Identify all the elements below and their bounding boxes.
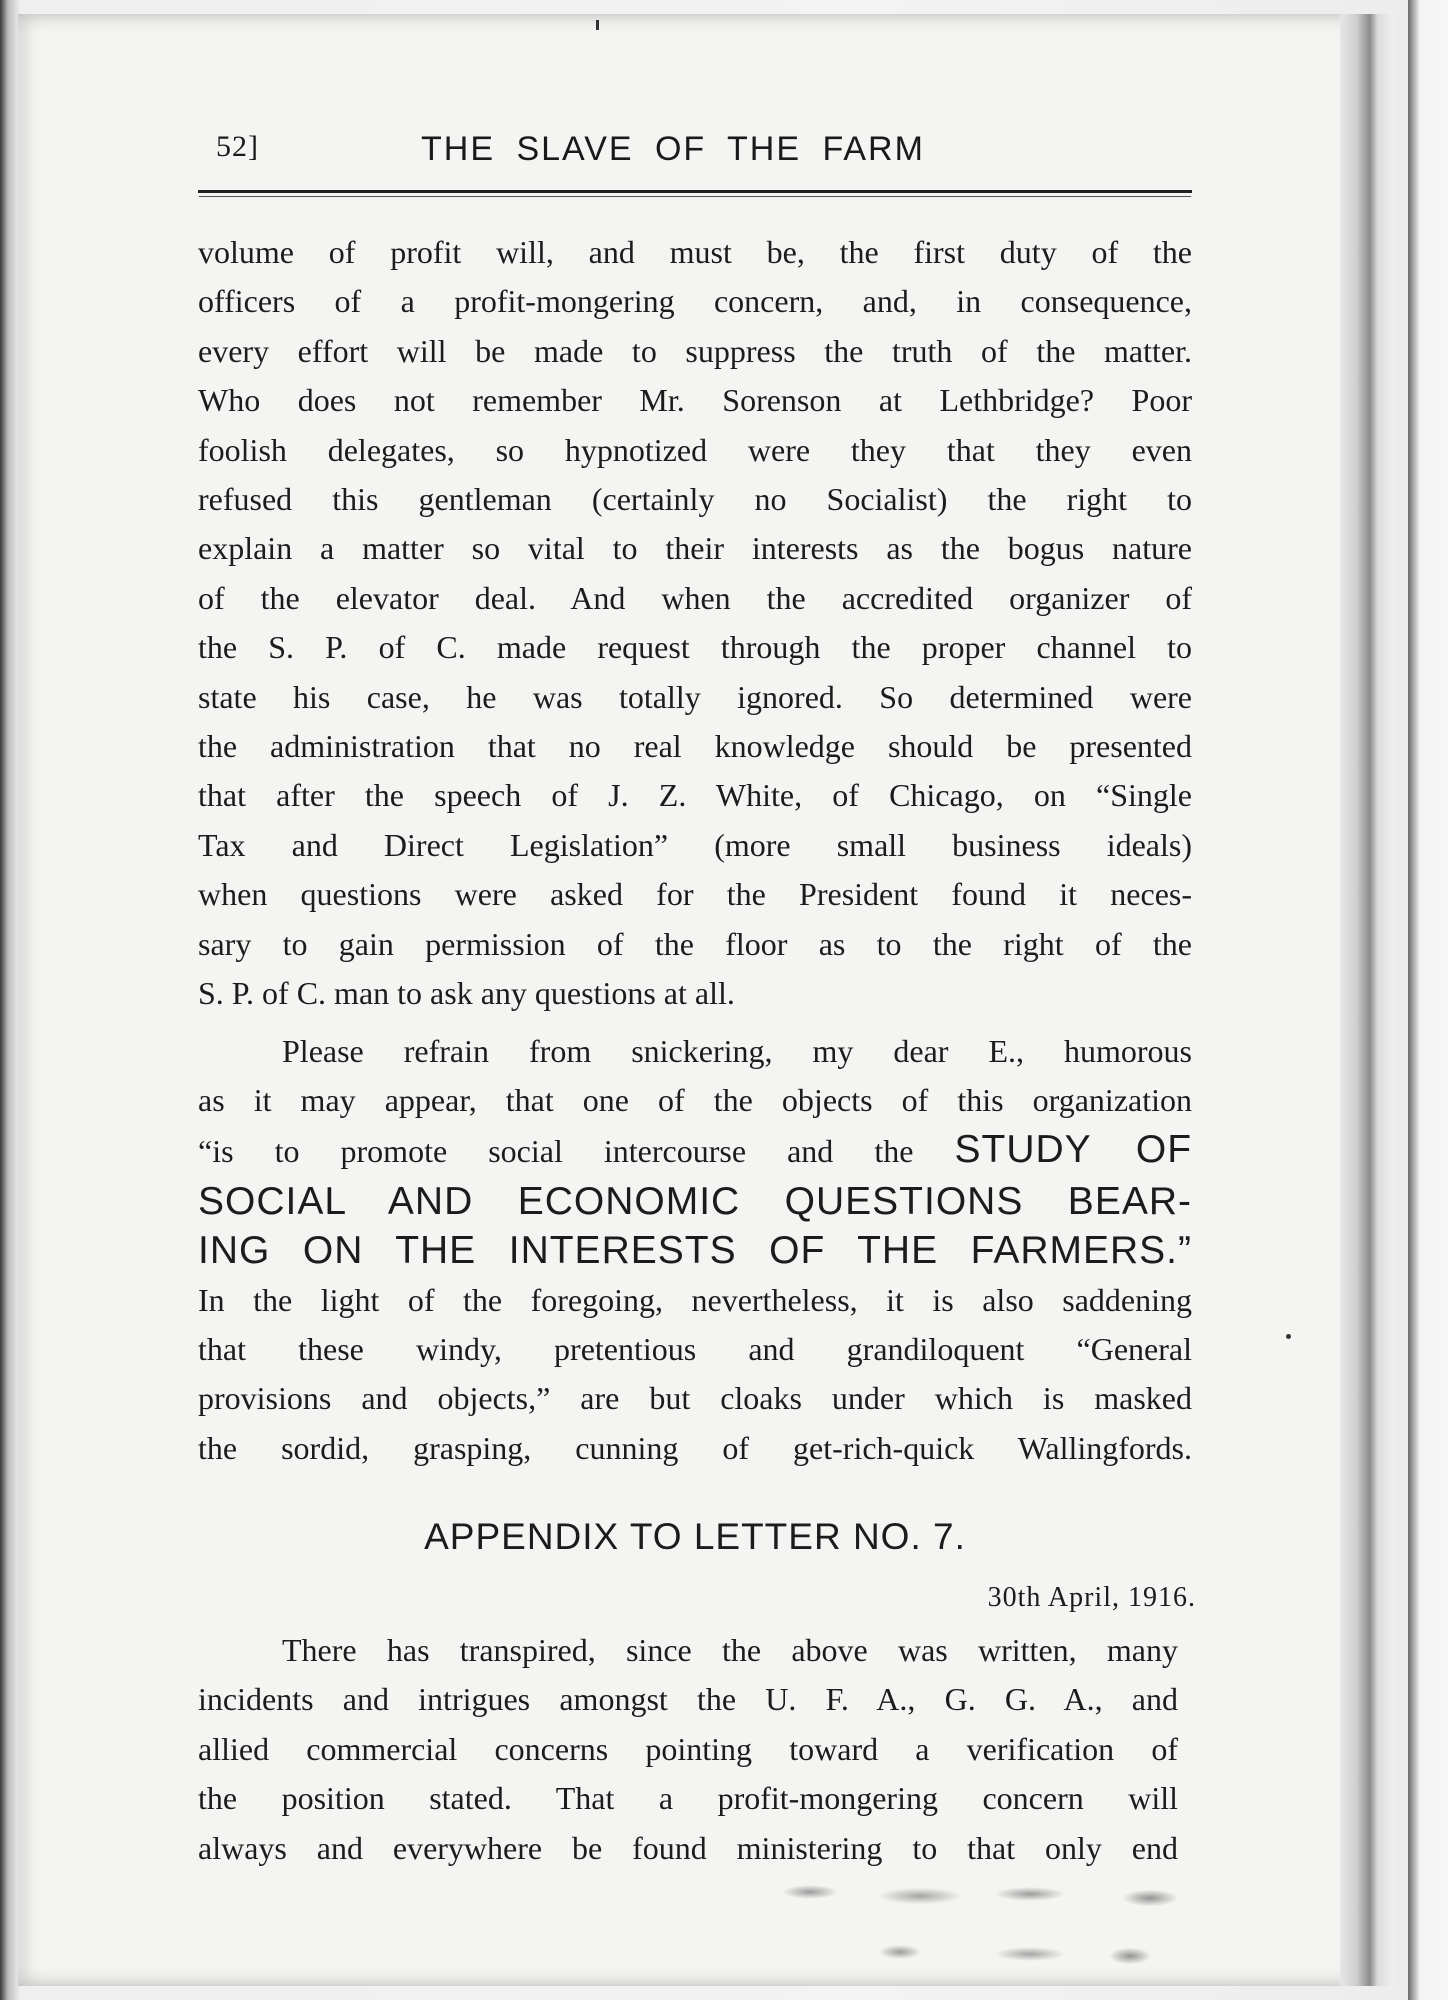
text-line: the administration that no real knowledge should be presented: [198, 728, 1192, 765]
text-line: always and everywhere be found ministering to that only end: [198, 1829, 1178, 1866]
caps-line: SOCIAL AND ECONOMIC QUESTIONS BEAR-: [198, 1179, 1192, 1223]
text-line: incidents and intrigues amongst the U. F. A., G. G. A., and: [198, 1681, 1178, 1718]
text-line: state his case, he was totally ignored. So determined were: [198, 678, 1192, 715]
text-line-mixed: [198, 1125, 1192, 1176]
text-line: Tax and Direct Legislation” (more small business ideals): [198, 826, 1192, 863]
text-line: In the light of the foregoing, nevertheless, it is also saddening: [198, 1281, 1192, 1318]
text-line: Please refrain from snickering, my dear E., humorous: [282, 1032, 1192, 1069]
text-line: as it may appear, that one of the objects of this organization: [198, 1081, 1192, 1118]
text-line: refused this gentleman (certainly no Socialist) the right to: [198, 481, 1192, 518]
main-text: [198, 228, 1192, 1473]
appendix-date: 30th April, 1916.: [987, 1582, 1196, 1613]
page-header: [216, 130, 1196, 174]
text-line: provisions and objects,” are but cloaks under which is masked: [198, 1380, 1192, 1417]
text-line: volume of profit will, and must be, the first duty of the: [198, 234, 1192, 270]
text-line: the sordid, grasping, cunning of get-rich-quick Wallingfords.: [198, 1429, 1192, 1466]
running-head: THE SLAVE OF THE FARM: [421, 130, 925, 168]
text-line: foolish delegates, so hypnotized were they that they even: [198, 431, 1192, 468]
text-line: when questions were asked for the President found it neces-: [198, 876, 1192, 913]
caps-run: STUDY OF: [954, 1128, 1193, 1172]
text-line: officers of a profit-mongering concern, and, in consequence,: [198, 283, 1192, 320]
print-mark: [596, 20, 599, 30]
text-line: S. P. of C. man to ask any questions at all.: [198, 975, 735, 1012]
text-line: explain a matter so vital to their interests as the bogus nature: [198, 530, 1192, 567]
appendix-text: [198, 1626, 1178, 1873]
text-line: the position stated. That a profit-mongering concern will: [198, 1780, 1178, 1817]
text-line: the S. P. of C. made request through the proper channel to: [198, 629, 1192, 666]
ink-speck: [1286, 1334, 1291, 1339]
page-number: 52]: [216, 130, 259, 163]
paragraph-2: [198, 1027, 1192, 1474]
text-line: that after the speech of J. Z. White, of Chicago, on “Single: [198, 777, 1192, 814]
text-line: every effort will be made to suppress the truth of the matter.: [198, 332, 1192, 369]
text-line: of the elevator deal. And when the accredited organizer of: [198, 579, 1192, 616]
bleed-through-smudge: [770, 1872, 1240, 1982]
text-line: that these windy, pretentious and grandiloquent “General: [198, 1330, 1192, 1367]
caps-line: ING ON THE INTERESTS OF THE FARMERS.”: [198, 1229, 1192, 1273]
text-line: sary to gain permission of the floor as to the right of the: [198, 925, 1192, 962]
page-gutter: [1340, 14, 1394, 1986]
paragraph-1: [198, 228, 1192, 1019]
header-rule: [198, 190, 1192, 193]
appendix-paragraph: [198, 1626, 1178, 1873]
appendix-title: APPENDIX TO LETTER NO. 7.: [424, 1516, 966, 1557]
scan-edge: [1408, 0, 1448, 2000]
text-line: There has transpired, since the above was written, many: [282, 1632, 1178, 1668]
text-line: allied commercial concerns pointing toward a verification of: [198, 1730, 1178, 1767]
text-line: Who does not remember Mr. Sorenson at Lethbridge? Poor: [198, 382, 1192, 419]
text-run: “is to promote social intercourse and the: [198, 1133, 914, 1170]
